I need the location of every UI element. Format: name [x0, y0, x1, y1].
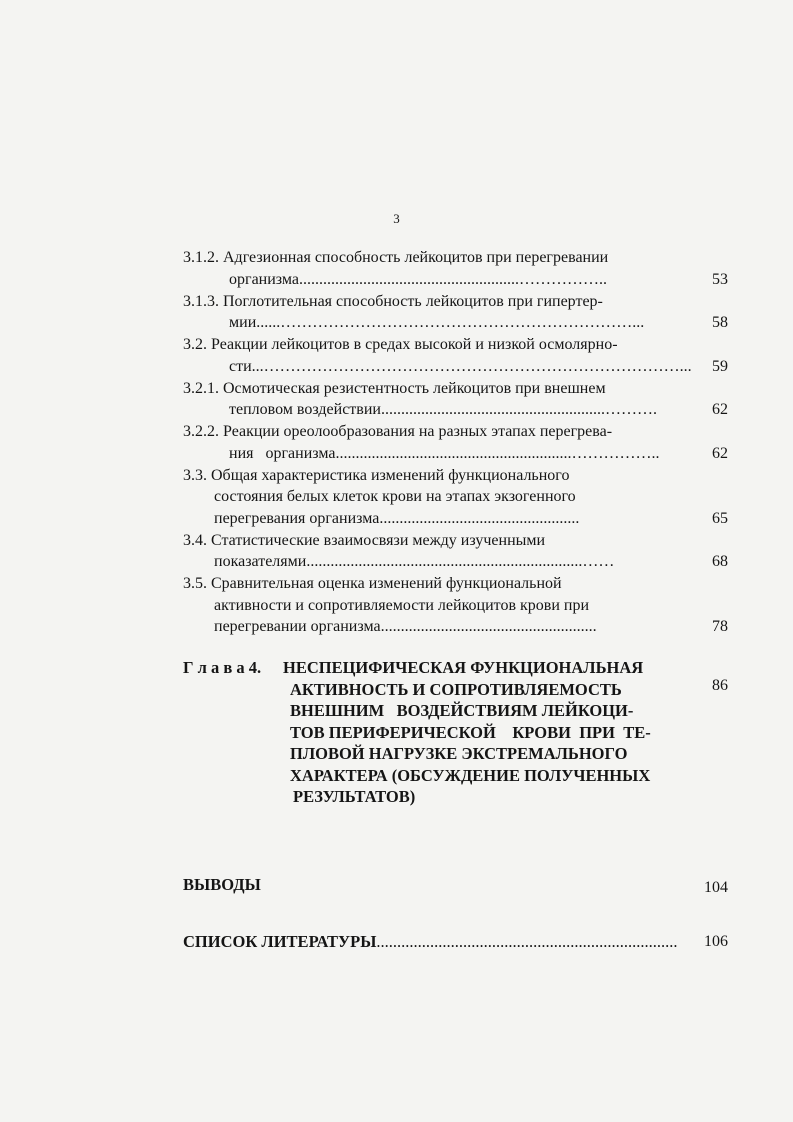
- leader-dots: ......…………………………………………………………...: [256, 314, 645, 331]
- toc-entry-3-1-3[interactable]: [183, 291, 728, 334]
- toc-entry-3-3[interactable]: [183, 465, 728, 530]
- entry-page: 104: [704, 879, 728, 896]
- chapter-title: [283, 657, 693, 808]
- entry-page: 59: [712, 357, 728, 375]
- toc-entry-3-2-1[interactable]: [183, 378, 728, 421]
- toc-entry-3-1-2[interactable]: [183, 247, 728, 290]
- chapter-title-line: НЕСПЕЦИФИЧЕСКАЯ ФУНКЦИОНАЛЬНАЯ: [283, 658, 644, 677]
- entry-title-cont: активности и сопротивляемости лейкоцитов крови при: [214, 596, 590, 614]
- table-of-contents: [183, 247, 728, 638]
- entry-title: СПИСОК ЛИТЕРАТУРЫ: [183, 932, 377, 951]
- page-number: 3: [393, 211, 400, 226]
- entry-title: 3.3. Общая характеристика изменений функционального: [183, 466, 570, 484]
- toc-entry-3-5[interactable]: [183, 573, 728, 638]
- entry-title-cont: ния организма...........................................................……………..: [183, 443, 728, 465]
- entry-page: 78: [712, 618, 728, 635]
- entry-page: 62: [712, 444, 728, 462]
- entry-title: 3.4. Статистические взаимосвязи между изученными: [183, 531, 546, 549]
- chapter-title-line: ТОВ ПЕРИФЕРИЧЕСКОЙ КРОВИ ПРИ ТЕ-: [290, 722, 651, 742]
- entry-title: 3.2.2. Реакции ореолообразования на разных этапах перегрева-: [183, 423, 613, 440]
- entry-title: ВЫВОДЫ: [183, 875, 261, 894]
- entry-page: 68: [712, 553, 728, 570]
- entry-title-cont: перегревания организма..................................................: [183, 508, 728, 530]
- entry-page: 62: [712, 401, 728, 418]
- entry-title: 3.5. Сравнительная оценка изменений функциональной: [183, 575, 562, 592]
- entry-page: 86: [712, 677, 728, 694]
- entry-title-cont: сти...……………………………………………………………………...: [183, 356, 728, 378]
- chapter-title-line: ХАРАКТЕРА (ОБСУЖДЕНИЕ ПОЛУЧЕННЫХ: [290, 765, 651, 785]
- chapter-title-line: ПЛОВОЙ НАГРУЗКЕ ЭКСТРЕМАЛЬНОГО: [290, 744, 628, 763]
- leader-dots: .....................................................................……: [306, 553, 615, 570]
- entry-title-cont: показателями.....................................................................……: [183, 551, 728, 573]
- entry-title-cont: организма.......................................................……………..: [183, 269, 728, 291]
- chapter-title-line: ВНЕШНИМ ВОЗДЕЙСТВИЯМ ЛЕЙКОЦИ-: [290, 701, 634, 720]
- entry-title: 3.1.2. Адгезионная способность лейкоцитов при перегревании: [183, 249, 609, 266]
- toc-entry-references[interactable]: [183, 932, 728, 952]
- toc-entry-3-2[interactable]: [183, 334, 728, 377]
- toc-entry-3-4[interactable]: [183, 530, 728, 573]
- chapter-title-line: РЕЗУЛЬТАТОВ): [293, 787, 416, 806]
- chapter-label: Г л а в а 4.: [183, 658, 262, 677]
- leader-dots: ..................................................: [379, 509, 580, 527]
- toc-entry-conclusions[interactable]: [183, 875, 728, 895]
- entry-title-cont: мии......…………………………………………………………...: [183, 312, 728, 334]
- entry-page: 106: [704, 933, 728, 950]
- entry-title-cont: состояния белых клеток крови на этапах экзогенного: [214, 488, 576, 505]
- leader-dots: ...........................................................……………..: [335, 444, 660, 462]
- entry-title-cont: тепловом воздействии........................................................……….: [183, 399, 728, 421]
- entry-title: 3.2. Реакции лейкоцитов в средах высокой и низкой осмолярно-: [183, 336, 618, 353]
- leader-dots: ...……………………………………………………………………...: [251, 357, 692, 375]
- leader-dots: ......................................................: [380, 618, 597, 635]
- leader-dots: ........................................................……….: [380, 401, 657, 418]
- chapter-title-line: АКТИВНОСТЬ И СОПРОТИВЛЯЕМОСТЬ: [290, 679, 622, 699]
- toc-entry-3-2-2[interactable]: [183, 421, 728, 464]
- entry-page: 65: [712, 509, 728, 527]
- entry-title-cont: перегревании организма......................................................: [183, 616, 728, 638]
- leader-dots: .......................................................……………..: [299, 270, 607, 288]
- entry-page: 58: [712, 314, 728, 331]
- entry-title: 3.2.1. Осмотическая резистентность лейкоцитов при внешнем: [183, 379, 606, 397]
- leader-dots: .........................................................................: [376, 932, 678, 951]
- entry-title: 3.1.3. Поглотительная способность лейкоцитов при гипертер-: [183, 292, 603, 310]
- entry-page: 53: [712, 270, 728, 288]
